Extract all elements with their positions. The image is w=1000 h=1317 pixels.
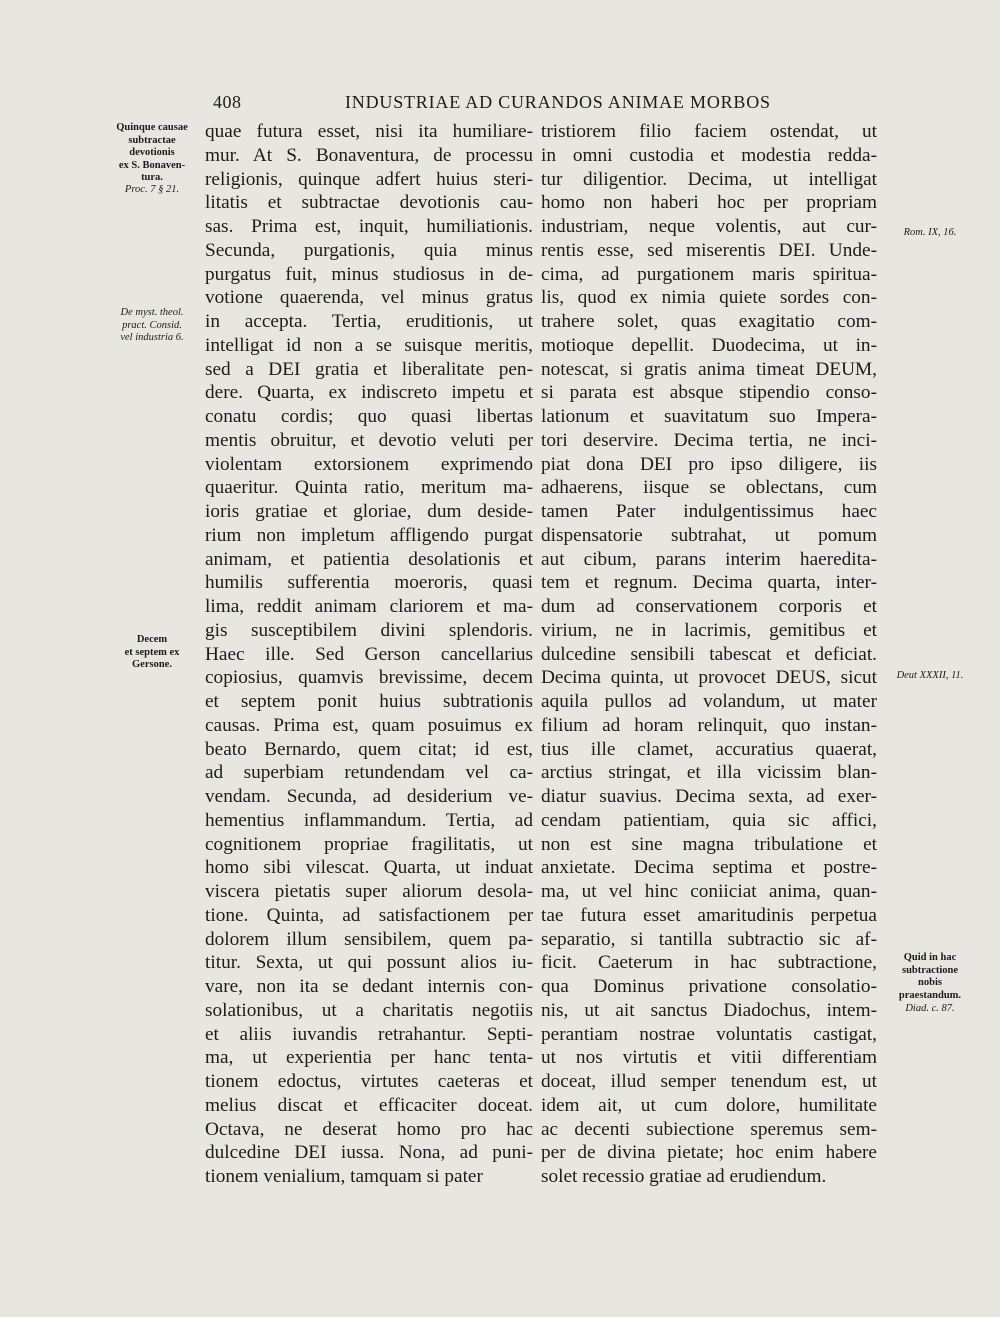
text-line: dulcedine sensibili tabescat et deficiat. [541, 643, 877, 665]
text-line: Secunda, purgationis, quia minus [205, 239, 533, 261]
text-line: ioris gratiae et gloriae, dum deside- [205, 501, 533, 522]
text-line: sas. Prima est, inquit, humiliationis. [205, 216, 533, 237]
text-line: mur. At S. Bonaventura, de processu [205, 144, 533, 166]
text-line: in omni custodia et modestia redda- [541, 144, 877, 166]
text-line: tori deservire. Decima tertia, ne inci- [541, 429, 877, 451]
text-line: humilis sufferentia moeroris, quasi [205, 572, 533, 594]
text-line: lima, reddit animam clariorem et ma- [205, 596, 533, 617]
text-line: ficit. Caeterum in hac subtractione, [541, 952, 877, 974]
text-line: hementius inflammandum. Tertia, ad [205, 809, 533, 831]
margin-note-right-1: Rom. IX, 16. [903, 227, 957, 238]
text-line: sed a DEI gratia et liberalitate pen- [205, 358, 533, 380]
text-line: tionem edoctus, virtutes caeteras et [205, 1071, 533, 1092]
text-line: tristiorem filio faciem ostendat, ut [541, 121, 877, 142]
text-line: votione quaerenda, vel minus gratus [205, 287, 533, 309]
text-line: doceat, illud semper tenendum est, ut [541, 1071, 877, 1092]
text-line: animam, et patientia desolationis et [205, 548, 533, 570]
text-column-right [541, 120, 877, 1189]
text-line: rium non impletum affligendo purgat [205, 524, 533, 546]
text-line: cognitionem propriae fragilitatis, ut [205, 833, 533, 855]
text-line: filium ad horam relinquit, quo instan- [541, 714, 877, 736]
margin-note-left-4: Decem et septem ex Gersone. [124, 634, 180, 670]
text-line: litatis et subtractae devotionis cau- [205, 192, 533, 214]
text-line: cima, ad purgationem maris spiritua- [541, 263, 877, 285]
text-line: ma, ut experientia per hanc tenta- [205, 1047, 533, 1069]
text-line: quae futura esset, nisi ita humiliare- [205, 121, 533, 142]
text-line: rentis esse, sed miserentis DEI. Unde- [541, 239, 877, 261]
text-line: notescat, si gratis anima timeat DEUM, [541, 358, 877, 380]
text-line: melius discat et efficaciter doceat. [205, 1094, 533, 1116]
text-line: ma, ut vel hinc coniiciat anima, quan- [541, 881, 877, 902]
text-line: dum ad conservationem corporis et [541, 596, 877, 617]
text-line: dere. Quarta, ex indiscreto impetu et [205, 382, 533, 404]
text-line: tamen Pater indulgentissimus haec [541, 501, 877, 522]
text-line: in accepta. Tertia, eruditionis, ut [205, 311, 533, 332]
text-line: tem et regnum. Decima quarta, inter- [541, 572, 877, 594]
text-line: ad superbiam retundendam vel ca- [205, 762, 533, 784]
text-line: quaeritur. Quinta ratio, meritum ma- [205, 477, 533, 499]
text-line: vare, non ita se dedant internis con- [205, 976, 533, 997]
text-line: diatur suavius. Decima sexta, ad exer- [541, 786, 877, 807]
text-line: et aliis iuvandis retrahantur. Septi- [205, 1023, 533, 1045]
margin-note-left-1: Quinque causae subtractae devotionis ex S. Bonaven- tura. [116, 122, 188, 183]
text-line: per de divina pietate; hoc enim habere [541, 1142, 877, 1164]
text-line: lis, quod ex nimia quiete sordes con- [541, 287, 877, 309]
text-line: titur. Sexta, ut qui possunt alios iu- [205, 952, 533, 974]
text-line: anxietate. Decima septima et postre- [541, 857, 877, 879]
text-line: arctius stringat, et illa vicissim blan- [541, 762, 877, 784]
running-head [213, 92, 873, 118]
text-line: copiosius, quamvis brevissime, decem [205, 667, 533, 689]
text-line: motioque depellit. Duodecima, ut in- [541, 334, 877, 356]
text-line: solationibus, ut a charitatis negotiis [205, 999, 533, 1021]
text-line: aquila pullos ad volandum, ut mater [541, 691, 877, 712]
text-line: homo non haberi hoc per propriam [541, 192, 877, 214]
text-line: dolorem illum sensibilem, quem pa- [205, 928, 533, 950]
text-line: causas. Prima est, quam posuimus ex [205, 714, 533, 736]
text-line: adhaerens, iisque se oblectans, cum [541, 477, 877, 499]
text-line: industriam, neque volentis, aut cur- [541, 216, 877, 237]
text-line: lationum et suavitatum suo Impera- [541, 406, 877, 427]
text-line: et septem ponit huius subtrationis [205, 691, 533, 712]
margin-note-right-2: Deut XXXII, 11. [896, 670, 964, 681]
text-line: tius ille clamet, accuratius quaerat, [541, 738, 877, 760]
text-line: cendam patientiam, quia sic affici, [541, 809, 877, 831]
margin-note-right-3: Quid in hac subtractione nobis praestandum. [898, 952, 962, 1001]
text-line: Haec ille. Sed Gerson cancellarius [205, 643, 533, 665]
text-line: virium, ne in lacrimis, gemitibus et [541, 619, 877, 641]
text-line: tione. Quinta, ad satisfactionem per [205, 904, 533, 926]
text-line: homo sibi vilescat. Quarta, ut induat [205, 857, 533, 879]
text-line: religionis, quinque adfert huius steri- [205, 168, 533, 190]
text-line: Octava, ne deserat homo pro hac [205, 1118, 533, 1140]
text-line: dispensatorie subtrahat, ut pomum [541, 524, 877, 546]
text-line: ac decenti subiectione speremus sem- [541, 1118, 877, 1140]
text-line: dulcedine DEI iussa. Nona, ad puni- [205, 1142, 533, 1164]
text-line: conatu cordis; quo quasi libertas [205, 406, 533, 427]
text-line: tae futura esset amaritudinis perpetua [541, 904, 877, 926]
margin-note-left-2: Proc. 7 § 21. [124, 184, 180, 195]
text-line: violentam extorsionem exprimendo [205, 453, 533, 475]
text-line: gis susceptibilem divini splendoris. [205, 619, 533, 641]
text-line: intelligat id non a se suisque meritis, [205, 334, 533, 356]
text-line: non est sine magna tribulatione et [541, 833, 877, 855]
text-line: purgatus fuit, minus studiosus in de- [205, 263, 533, 285]
text-line: piat dona DEI pro ipso diligere, iis [541, 453, 877, 475]
text-line: trahere solet, quas exagitatio com- [541, 311, 877, 332]
text-line: idem ait, ut cum dolore, humilitate [541, 1094, 877, 1116]
text-line: nis, ut ait sanctus Diadochus, intem- [541, 999, 877, 1021]
text-line: perantiam nostrae voluntatis castigat, [541, 1023, 877, 1045]
margin-note-right-4: Diad. c. 87. [905, 1003, 955, 1014]
running-title: INDUSTRIAE AD CURANDOS ANIMAE MORBOS [345, 92, 771, 112]
text-line: tionem venialium, tamquam si pater [205, 1166, 483, 1187]
text-line: vendam. Secunda, ad desiderium ve- [205, 786, 533, 807]
page-number: 408 [213, 92, 242, 112]
text-line: aut cibum, parans interim haeredita- [541, 548, 877, 570]
text-line: beato Bernardo, quem citat; id est, [205, 738, 533, 760]
text-line: ut nos virtutis et vitii differentiam [541, 1047, 877, 1069]
text-line: qua Dominus privatione consolatio- [541, 976, 877, 997]
margin-note-left-3: De myst. theol. pract. Consid. vel industria 6. [120, 307, 184, 343]
text-line: Decima quinta, ut provocet DEUS, sicut [541, 667, 877, 689]
text-line: si parata est absque stipendio conso- [541, 382, 877, 404]
text-line: tur diligentior. Decima, ut intelligat [541, 168, 877, 190]
text-line: mentis obruitur, et devotio veluti per [205, 429, 533, 451]
text-line: viscera pietatis super aliorum desola- [205, 881, 533, 902]
text-line: solet recessio gratiae ad erudiendum. [541, 1166, 827, 1187]
text-line: separatio, si tantilla subtractio sic af- [541, 928, 877, 950]
text-column-left [205, 120, 533, 1189]
